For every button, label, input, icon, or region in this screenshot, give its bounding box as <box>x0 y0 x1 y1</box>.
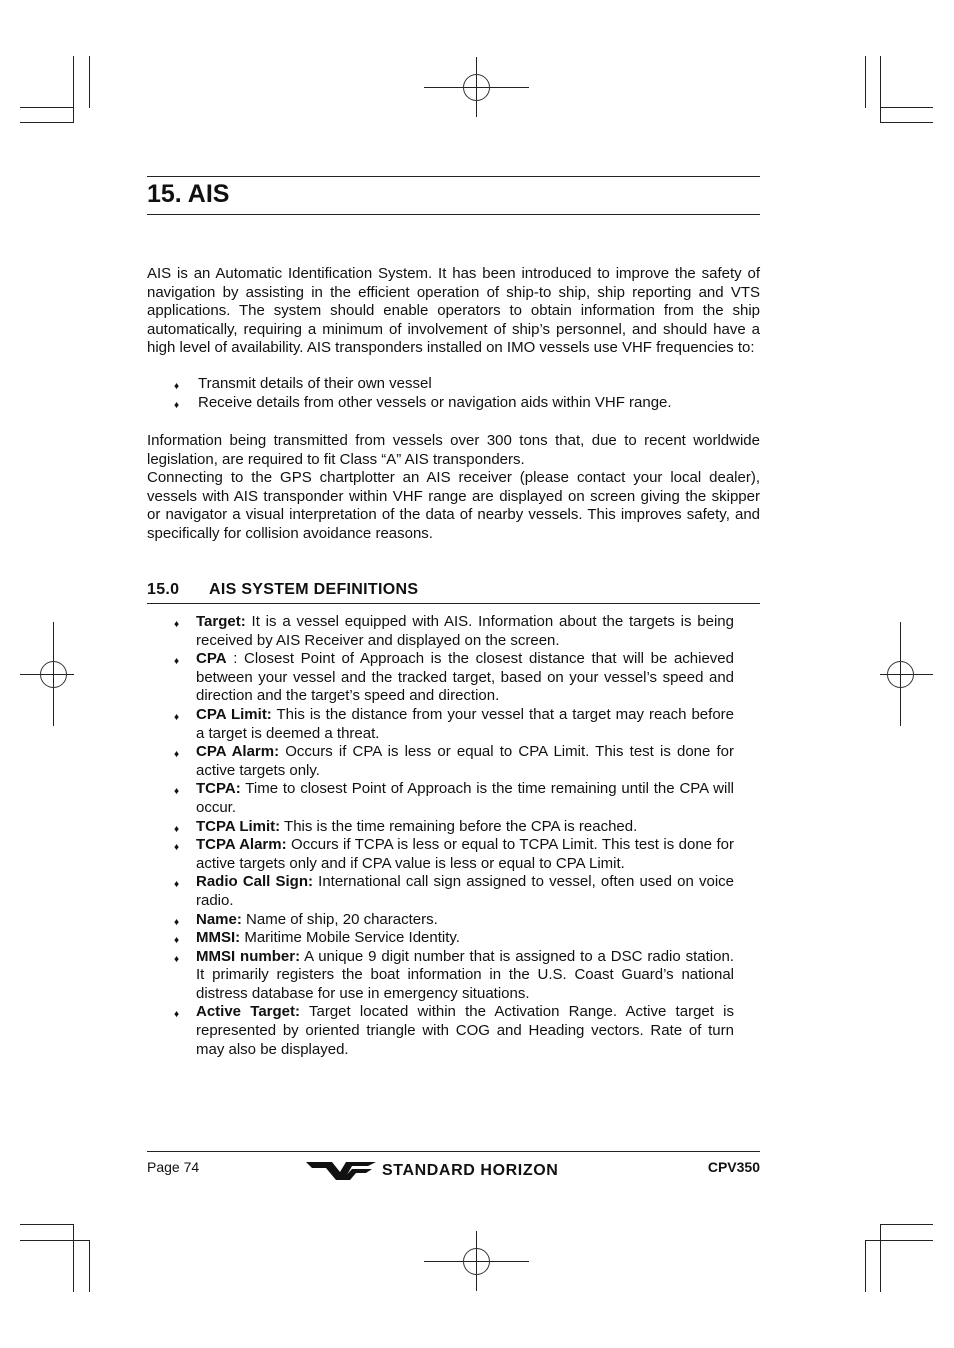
definition-item <box>147 780 734 817</box>
diamond-bullet-icon: ♦ <box>174 916 180 928</box>
page-number: Page 74 <box>147 1159 200 1175</box>
diamond-bullet-icon: ♦ <box>174 711 180 723</box>
intro-bullet-list <box>147 375 760 412</box>
brand-name: STANDARD HORIZON <box>382 1162 559 1179</box>
list-item-text: Receive details from other vessels or navigation aids within VHF range. <box>198 393 672 411</box>
chapter-title: 15. AIS <box>147 180 230 208</box>
diamond-bullet-icon: ♦ <box>174 399 180 411</box>
definition-item <box>147 818 734 837</box>
section-rule <box>147 603 760 604</box>
definition-text: Time to closest Point of Approach is the time remaining until the CPA will occur. <box>196 780 734 816</box>
definition-text: This is the distance from your vessel that a target may reach before a target is deemed a threat. <box>196 705 734 742</box>
definition-item <box>147 613 734 650</box>
definition-text: Occurs if CPA is less or equal to CPA Limit. This test is done for active targets only. <box>196 743 734 779</box>
diamond-bullet-icon: ♦ <box>174 749 180 761</box>
brand-emblem-icon <box>306 1160 376 1182</box>
diamond-bullet-icon: ♦ <box>174 381 180 392</box>
definition-text: International call sign assigned to vessel, often used on voice radio. <box>196 873 734 909</box>
legislation-paragraph: Information being transmitted from vessels over 300 tons that, due to recent worldwide legislation, are required to fit Class “A” AIS transponders. <box>147 432 760 468</box>
definition-text: A unique 9 digit number that is assigned to a DSC radio station. It primarily registers the boat information in the U.S. Coast Guard’s national distress database for use in emergency situations. <box>196 947 734 1002</box>
model-name: CPV350 <box>707 1159 760 1175</box>
definition-term: MMSI number: <box>196 947 301 965</box>
definition-term: CPA Alarm: <box>196 743 280 761</box>
section-heading <box>147 581 418 599</box>
definition-text: Target located within the Activation Range. Active target is represented by oriented triangle with COG and Heading vectors. Rate of turn may also be displayed. <box>196 1003 734 1058</box>
diamond-bullet-icon: ♦ <box>174 619 180 630</box>
definition-term: Active Target: <box>196 1003 300 1021</box>
footer-rule <box>147 1151 760 1152</box>
definition-item <box>147 836 734 873</box>
diamond-bullet-icon: ♦ <box>174 656 180 668</box>
list-item <box>147 375 760 394</box>
diamond-bullet-icon: ♦ <box>174 842 180 854</box>
definition-term: CPA <box>196 650 227 668</box>
definition-text: Occurs if TCPA is less or equal to TCPA Limit. This test is done for active targets only and if CPA value is less or equal to CPA Limit. <box>196 836 734 872</box>
section-number: 15.0 <box>147 581 180 598</box>
definition-term: Target: <box>196 613 246 630</box>
definition-text: Name of ship, 20 characters. <box>241 910 438 928</box>
definition-item <box>147 911 734 930</box>
definition-term: Radio Call Sign: <box>196 873 313 891</box>
diamond-bullet-icon: ♦ <box>174 935 180 947</box>
brand-logo <box>306 1157 558 1185</box>
diamond-bullet-icon: ♦ <box>174 823 180 835</box>
definition-term: Name: <box>196 910 242 928</box>
definition-text: : Closest Point of Approach is the closest distance that will be achieved between your vessel and the tracked target, based on your vessel’s speed and direction and the target’s speed and direction. <box>196 650 734 705</box>
definition-term: TCPA: <box>196 780 241 798</box>
definition-item <box>147 706 734 743</box>
diamond-bullet-icon: ♦ <box>174 879 180 891</box>
intro-paragraph: AIS is an Automatic Identification System. It has been introduced to improve the safety of navigation by assisting in the efficient operation of ship-to ship, ship reporting and VTS applications. The system should enable operators to obtain information from the ship automatically, requiring a minimum of involvement of ship’s personnel, and should have a high level of availability. AIS transponders installed on IMO vessels use VHF frequencies to: <box>147 265 760 357</box>
definition-term: TCPA Alarm: <box>196 836 287 854</box>
diamond-bullet-icon: ♦ <box>174 1009 180 1021</box>
definition-item <box>147 743 734 780</box>
definition-item <box>147 948 734 1004</box>
diamond-bullet-icon: ♦ <box>174 786 180 798</box>
list-item-text: Transmit details of their own vessel <box>198 375 432 392</box>
definition-term: MMSI: <box>196 929 241 947</box>
definitions-list <box>147 613 734 1059</box>
definition-item <box>147 873 734 910</box>
chapter-top-rule <box>147 176 760 177</box>
definition-text: It is a vessel equipped with AIS. Information about the targets is being received by AIS Receiver and displayed on the screen. <box>196 613 734 649</box>
definition-text: Maritime Mobile Service Identity. <box>240 929 460 947</box>
chartplotter-paragraph: Connecting to the GPS chartplotter an AIS receiver (please contact your local dealer), vessels with AIS transponder within VHF range are displayed on screen giving the skipper or navigator a visual interpretation of the data of nearby vessels. This improves safety, and specifically for collision avoidance reasons. <box>147 469 760 542</box>
chapter-bottom-rule <box>147 214 760 215</box>
definition-term: CPA Limit: <box>196 705 272 723</box>
definition-item <box>147 1003 734 1059</box>
definition-item <box>147 929 734 948</box>
definition-term: TCPA Limit: <box>196 817 281 835</box>
definition-text: This is the time remaining before the CPA is reached. <box>280 817 638 835</box>
section-title: AIS SYSTEM DEFINITIONS <box>209 581 419 598</box>
list-item <box>147 394 760 413</box>
definition-item <box>147 650 734 706</box>
diamond-bullet-icon: ♦ <box>174 953 180 965</box>
